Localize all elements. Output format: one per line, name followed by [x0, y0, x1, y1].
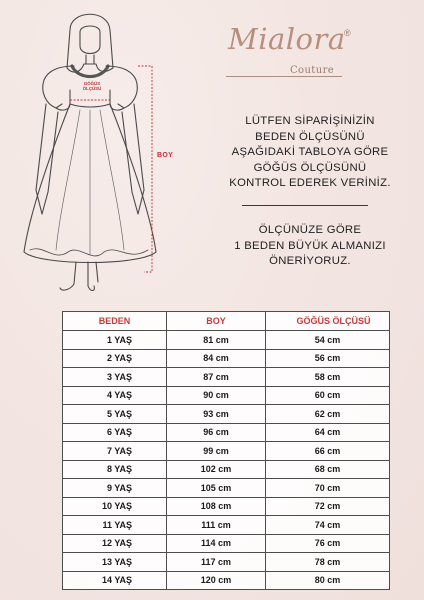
table-row	[63, 460, 390, 479]
height-measure-line	[138, 66, 152, 272]
height-cell: 105 cm	[167, 479, 266, 498]
chest-cell: 78 cm	[266, 553, 390, 572]
size-cell: 8 YAŞ	[63, 460, 167, 479]
table-row	[63, 386, 390, 405]
size-cell: 14 YAŞ	[63, 571, 167, 590]
height-cell: 96 cm	[167, 423, 266, 442]
size-cell: 13 YAŞ	[63, 553, 167, 572]
brand-name: Mialora	[228, 22, 346, 56]
brand-subtitle: Couture	[290, 65, 335, 76]
size-cell: 5 YAŞ	[63, 405, 167, 424]
table-row	[63, 423, 390, 442]
chest-cell: 72 cm	[266, 497, 390, 516]
chest-cell: 80 cm	[266, 571, 390, 590]
height-cell: 120 cm	[167, 571, 266, 590]
registered-mark: ®	[344, 28, 351, 38]
height-cell: 114 cm	[167, 534, 266, 553]
height-cell: 90 cm	[167, 386, 266, 405]
height-cell: 99 cm	[167, 442, 266, 461]
chest-cell: 60 cm	[266, 386, 390, 405]
right-sleeve	[106, 66, 137, 108]
left-sleeve	[43, 66, 74, 108]
size-table	[62, 311, 390, 590]
height-cell: 93 cm	[167, 405, 266, 424]
brand-underline	[226, 76, 342, 77]
chest-cell: 74 cm	[266, 516, 390, 535]
height-cell: 108 cm	[167, 497, 266, 516]
size-cell: 10 YAŞ	[63, 497, 167, 516]
size-cell: 4 YAŞ	[63, 386, 167, 405]
height-cell: 117 cm	[167, 553, 266, 572]
table-row	[63, 571, 390, 590]
table-row	[63, 516, 390, 535]
height-cell: 84 cm	[167, 349, 266, 368]
necklace	[72, 66, 108, 77]
chest-cell: 54 cm	[266, 331, 390, 350]
size-cell: 11 YAŞ	[63, 516, 167, 535]
table-row	[63, 349, 390, 368]
height-measure-label: BOY	[157, 152, 174, 159]
table-row	[63, 405, 390, 424]
height-cell: 111 cm	[167, 516, 266, 535]
instruction-text: LÜTFEN SİPARİŞİNİZİN BEDEN ÖLÇÜSÜNÜ AŞAĞIDAKİ TABLOYA GÖRE GÖĞÜS ÖLÇÜSÜNÜ KONTROL EDEREK VERİNİZ.	[229, 115, 391, 190]
height-cell: 87 cm	[167, 368, 266, 387]
table-row	[63, 497, 390, 516]
size-cell: 7 YAŞ	[63, 442, 167, 461]
face-outline	[80, 26, 100, 54]
recommendation-text: ÖLÇÜNÜZE GÖRE 1 BEDEN BÜYÜK ALMANIZI ÖNERİYORUZ.	[234, 224, 386, 268]
section-divider	[242, 205, 368, 206]
size-cell: 12 YAŞ	[63, 534, 167, 553]
height-cell: 102 cm	[167, 460, 266, 479]
table-row	[63, 534, 390, 553]
chest-cell: 70 cm	[266, 479, 390, 498]
size-cell: 6 YAŞ	[63, 423, 167, 442]
chest-cell: 56 cm	[266, 349, 390, 368]
chest-cell: 62 cm	[266, 405, 390, 424]
size-cell: 2 YAŞ	[63, 349, 167, 368]
chest-cell: 66 cm	[266, 442, 390, 461]
brand-logo	[222, 18, 362, 90]
table-row	[63, 479, 390, 498]
chest-measure-label: GÖĞÜS ÖLÇÜSÜ	[82, 81, 102, 91]
chest-cell: 58 cm	[266, 368, 390, 387]
hair-outline	[67, 14, 113, 72]
header-beden: BEDEN	[63, 312, 167, 331]
table-row	[63, 368, 390, 387]
table-row	[63, 553, 390, 572]
table-row	[63, 331, 390, 350]
chest-cell: 68 cm	[266, 460, 390, 479]
size-cell: 3 YAŞ	[63, 368, 167, 387]
header-boy: BOY	[167, 312, 266, 331]
table-row	[63, 442, 390, 461]
chest-cell: 64 cm	[266, 423, 390, 442]
chest-cell: 76 cm	[266, 534, 390, 553]
size-cell: 9 YAŞ	[63, 479, 167, 498]
size-cell: 1 YAŞ	[63, 331, 167, 350]
table-header-row	[63, 312, 390, 331]
header-gogus: GÖĞÜS ÖLÇÜSÜ	[266, 312, 390, 331]
height-cell: 81 cm	[167, 331, 266, 350]
